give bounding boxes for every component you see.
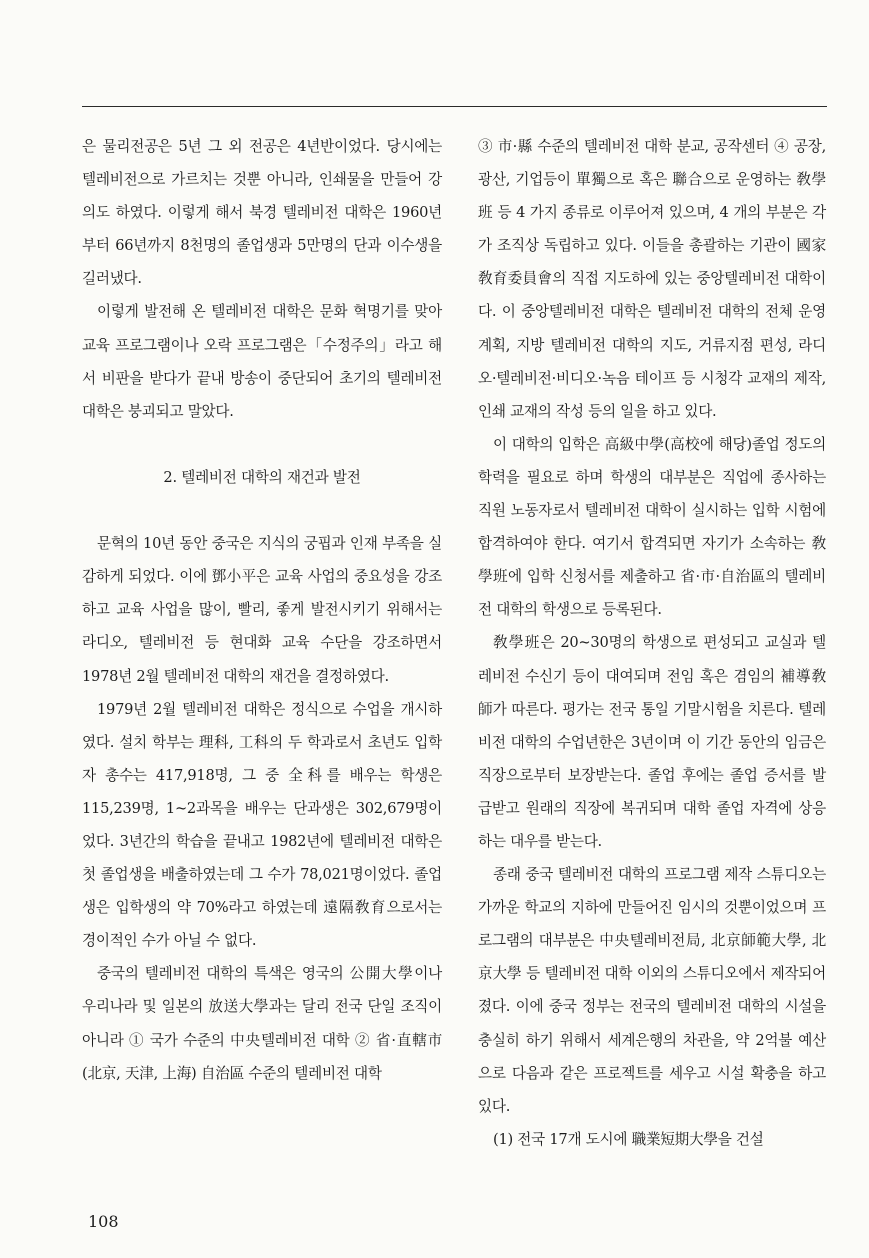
section-heading: 2. 텔레비전 대학의 재건과 발전 [163, 468, 361, 486]
paragraph: 이 대학의 입학은 高級中學(高校에 해당)졸업 정도의 학력을 필요로 하며 학생의 대부분은 직업에 종사하는 직원 노동자로서 텔레비전 대학이 실시하는 입학 시험에 합격하여야 한다. 여기서 합격되면 자기가 소속하는 敎學班에 입학 신청서를 제출하고 省·市·自治區의 텔레비전 대학의 학생으로 등록된다. [478, 435, 826, 619]
paragraph: 중국의 텔레비전 대학의 특색은 영국의 公開大學이나 우리나라 및 일본의 放送大學과는 달리 전국 단일 조직이 아니라 ① 국가 수준의 中央텔레비전 대학 ② 省·直轄市(北京, 天津, 上海) 自治區 수준의 텔레비전 대학 [82, 965, 442, 1082]
left-column [82, 130, 442, 1090]
paragraph: 敎學班은 20~30명의 학생으로 편성되고 교실과 텔레비전 수신기 등이 대여되며 전임 혹은 겸임의 補導敎師가 따른다. 평가는 전국 통일 기말시험을 치른다. 텔레비전 대학의 수업년한은 3년이며 이 기간 동안의 임금은 직장으로부터 보장받는다. 졸업 후에는 졸업 증서를 발급받고 원래의 직장에 복귀되며 대학 졸업 자격에 상응하는 대우를 받는다. [478, 634, 826, 850]
paragraph: 종래 중국 텔레비전 대학의 프로그램 제작 스튜디오는 가까운 학교의 지하에 만들어진 임시의 것뿐이었으며 프로그램의 대부분은 中央텔레비전局, 北京師範大學, 北京大學 등 텔레비전 대학 이외의 스튜디오에서 제작되어졌다. 이에 중국 정부는 전국의 텔레비전 대학의 시설을 충실히 하기 위해서 세계은행의 차관을, 약 2억불 예산으로 다음과 같은 프로젝트를 세우고 시설 확충을 하고 있다. [478, 866, 826, 1115]
page-number: 108 [88, 1212, 119, 1231]
right-column [478, 130, 826, 1156]
paragraph: 1979년 2월 텔레비전 대학은 정식으로 수업을 개시하였다. 설치 학부는 理科, 工科의 두 학과로서 초년도 입학자 총수는 417,918명, 그 중 全科를 배우는 학생은 115,239명, 1~2과목을 배우는 단과생은 302,679명이었다. 3년간의 학습을 끝내고 1982년에 텔레비전 대학은 첫 졸업생을 배출하였는데 그 수가 78,021명이었다. 졸업생은 입학생의 약 70%라고 하였는데 遠隔敎育으로서는 경이적인 수가 아닐 수 없다. [82, 700, 442, 950]
paragraph: 이렇게 발전해 온 텔레비전 대학은 문화 혁명기를 맞아 교육 프로그램이나 오락 프로그램은「수정주의」라고 해서 비판을 받다가 끝내 방송이 중단되어 초기의 텔레비전 대학은 붕괴되고 말았다. [82, 303, 442, 420]
paragraph: 문혁의 10년 동안 중국은 지식의 궁핍과 인재 부족을 실감하게 되었다. 이에 鄧小平은 교육 사업의 중요성을 강조하고 교육 사업을 많이, 빨리, 좋게 발전시키기 위해서는 라디오, 텔레비전 등 현대화 교육 수단을 강조하면서 1978년 2월 텔레비전 대학의 재건을 결정하였다. [82, 535, 442, 685]
header-rule [82, 106, 827, 107]
list-item: (1) 전국 17개 도시에 職業短期大學을 건설 [493, 1130, 764, 1148]
paragraph: ③ 市·縣 수준의 텔레비전 대학 분교, 공작센터 ④ 공장, 광산, 기업등이 單獨으로 혹은 聯合으로 운영하는 敎學班 등 4 가지 종류로 이루어져 있으며, 4 개의 부분은 각가 조직상 독립하고 있다. 이들을 총괄하는 기관이 國家敎育委員會의 직접 지도하에 있는 중앙텔레비전 대학이다. 이 중앙텔레비전 대학은 텔레비전 대학의 전체 운영 계획, 지방 텔레비전 대학의 지도, 거류지점 편성, 라디오·텔레비전·비디오·녹음 테이프 등 시청각 교재의 제작, 인쇄 교재의 작성 등의 일을 하고 있다. [478, 138, 826, 420]
paragraph: 은 물리전공은 5년 그 외 전공은 4년반이었다. 당시에는 텔레비전으로 가르치는 것뿐 아니라, 인쇄물을 만들어 강의도 하였다. 이렇게 해서 북경 텔레비전 대학은 1960년부터 66년까지 8천명의 졸업생과 5만명의 단과 이수생을 길러냈다. [82, 138, 442, 288]
